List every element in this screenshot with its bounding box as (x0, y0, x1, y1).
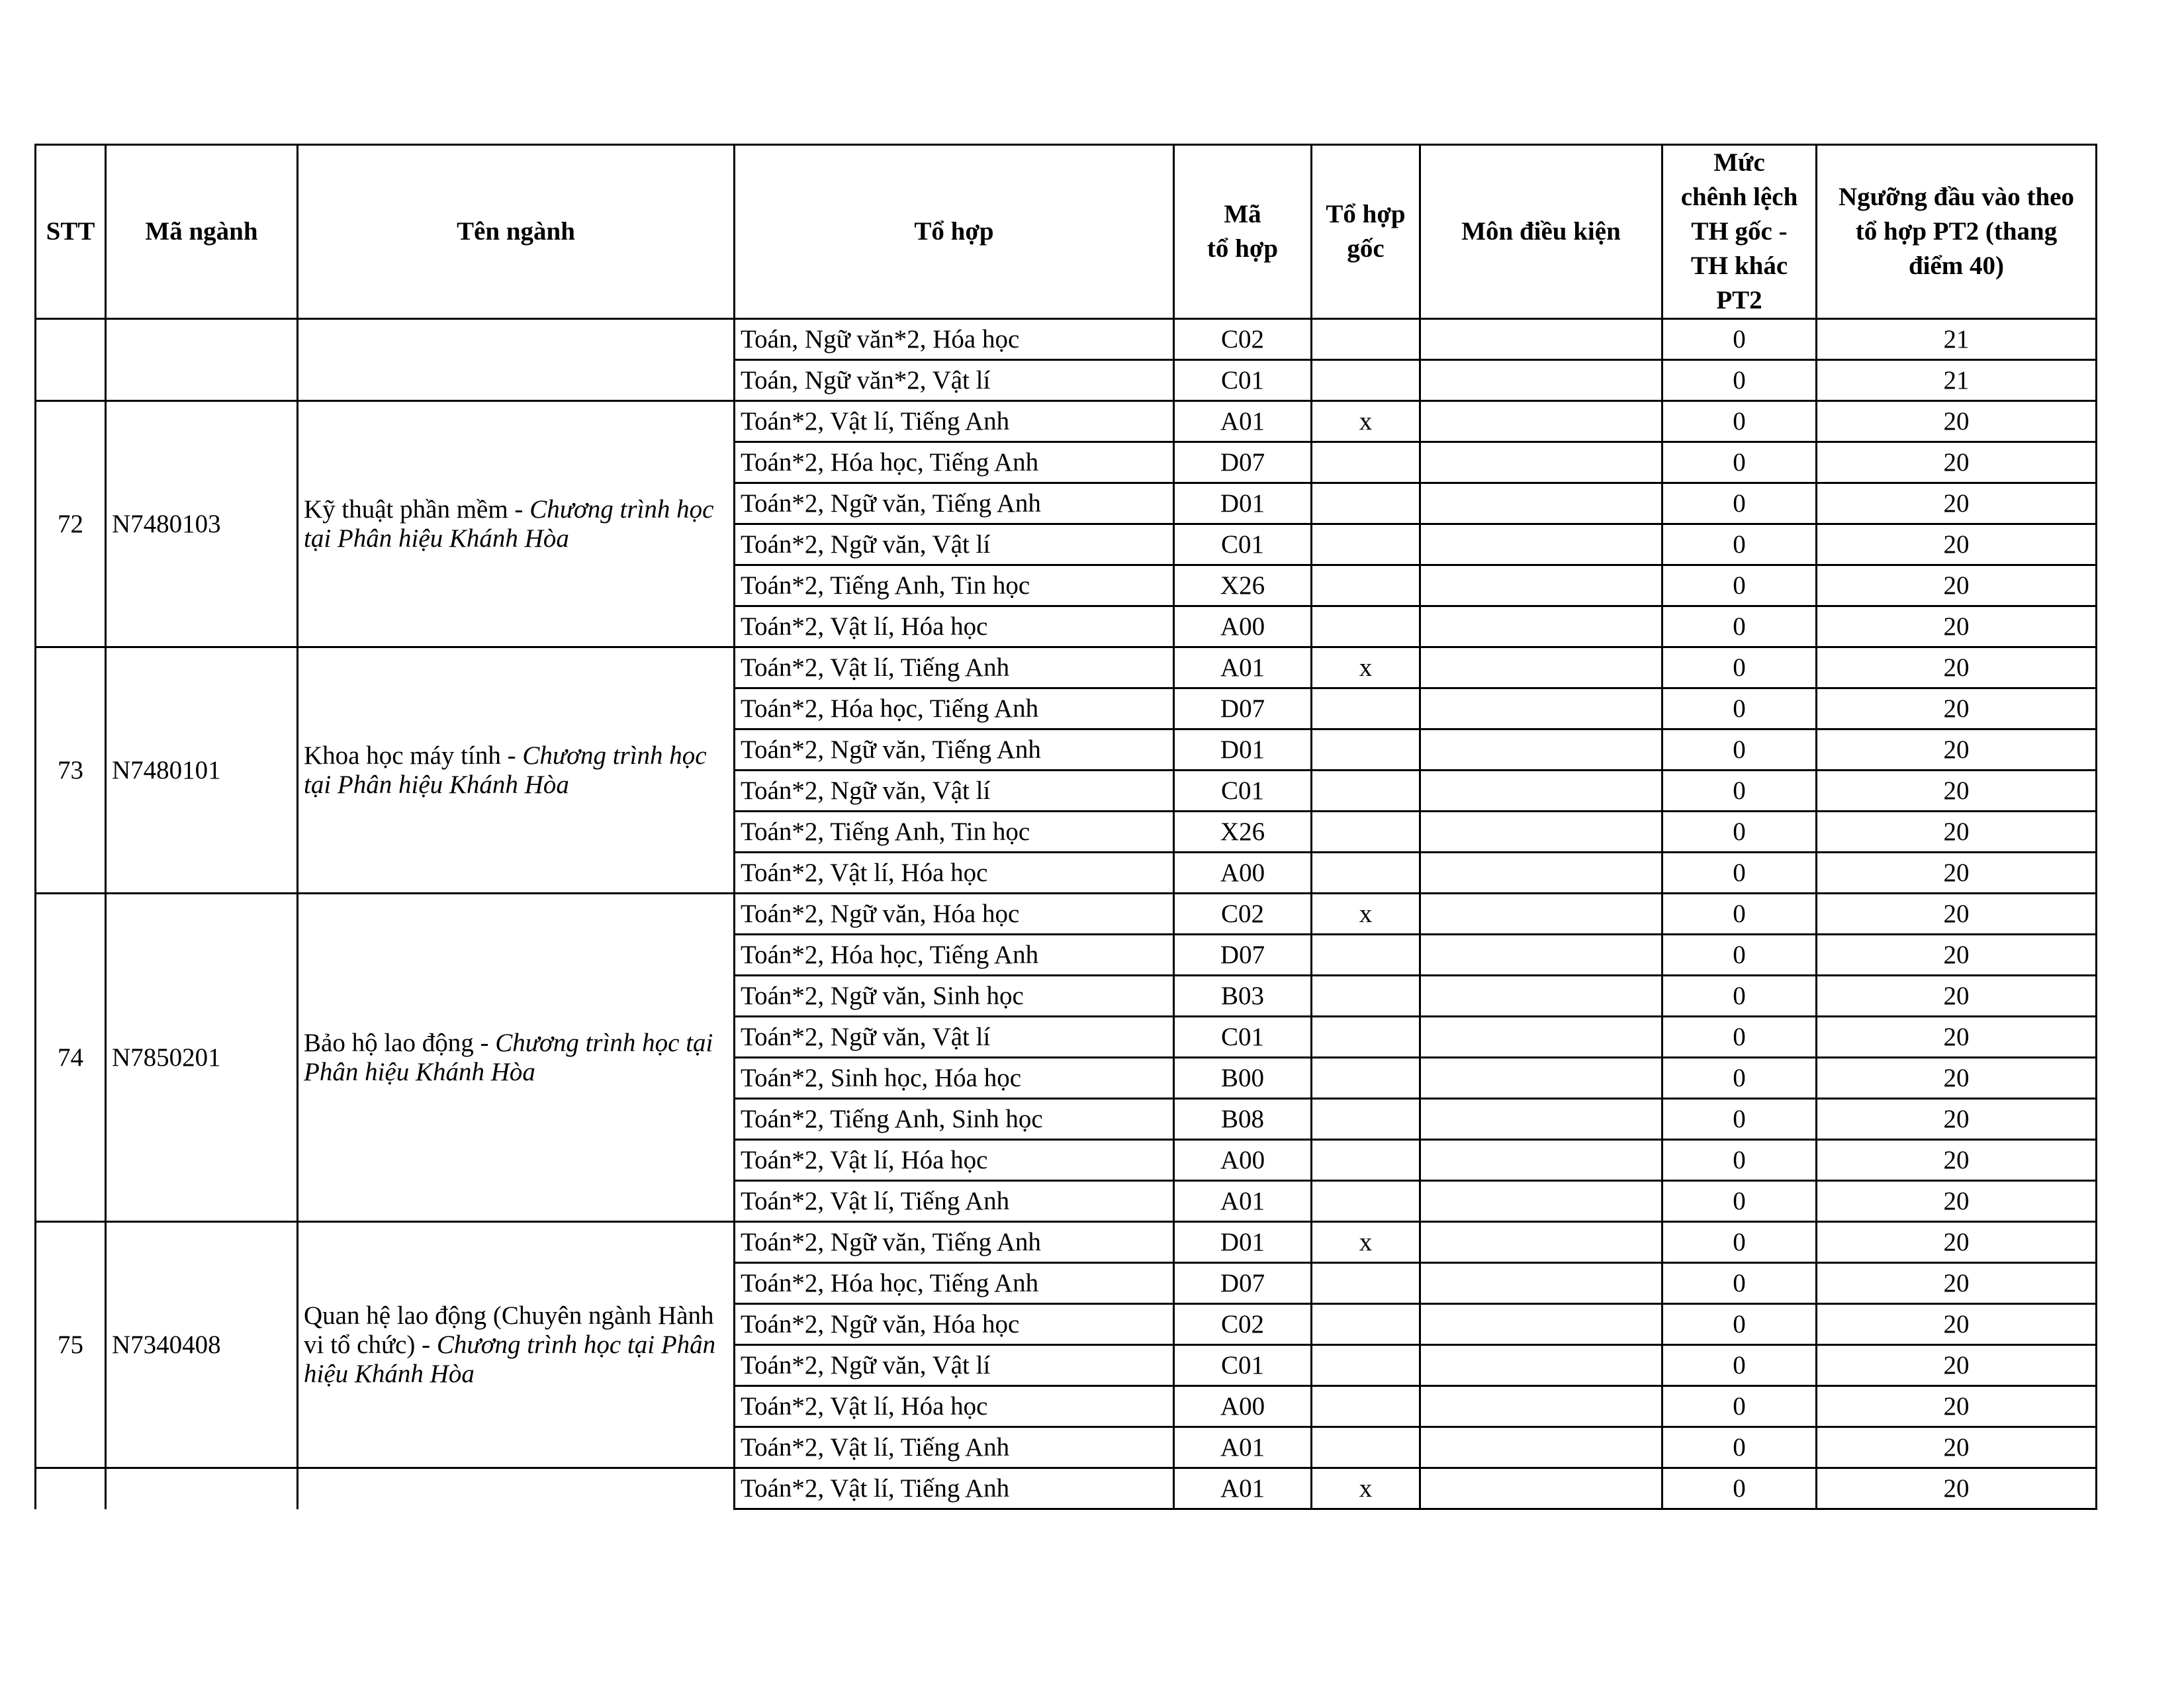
to-hop-goc-cell (1312, 524, 1420, 565)
muc-chenh-lech-cell: 0 (1662, 319, 1817, 360)
to-hop-cell: Toán*2, Tiếng Anh, Tin học (735, 565, 1174, 606)
nguong-cell: 20 (1817, 1304, 2097, 1345)
nguong-cell: 20 (1817, 1427, 2097, 1468)
nguong-cell: 20 (1817, 1222, 2097, 1263)
muc-chenh-lech-cell: 0 (1662, 771, 1817, 812)
muc-chenh-lech-cell: 0 (1662, 812, 1817, 853)
mon-dieu-kien-cell (1420, 401, 1662, 442)
muc-chenh-lech-cell: 0 (1662, 360, 1817, 401)
to-hop-goc-cell (1312, 1058, 1420, 1099)
mon-dieu-kien-cell (1420, 442, 1662, 483)
stt-cell (36, 319, 106, 401)
table-row (36, 401, 2097, 442)
mon-dieu-kien-cell (1420, 1140, 1662, 1181)
nguong-cell: 20 (1817, 771, 2097, 812)
nguong-cell: 20 (1817, 1345, 2097, 1386)
to-hop-goc-cell (1312, 1017, 1420, 1058)
to-hop-cell: Toán*2, Vật lí, Hóa học (735, 1140, 1174, 1181)
ma-to-hop-cell: A01 (1174, 1468, 1312, 1509)
nguong-cell: 20 (1817, 401, 2097, 442)
mon-dieu-kien-cell (1420, 1304, 1662, 1345)
to-hop-goc-cell: x (1312, 1468, 1420, 1509)
header-stt: STT (36, 145, 106, 319)
nguong-cell: 20 (1817, 442, 2097, 483)
to-hop-cell: Toán*2, Vật lí, Tiếng Anh (735, 1181, 1174, 1222)
stt-cell: 73 (36, 647, 106, 894)
muc-chenh-lech-cell: 0 (1662, 606, 1817, 647)
ma-to-hop-cell: C01 (1174, 360, 1312, 401)
nguong-cell: 20 (1817, 729, 2097, 771)
muc-chenh-lech-cell: 0 (1662, 401, 1817, 442)
mon-dieu-kien-cell (1420, 1181, 1662, 1222)
to-hop-cell: Toán*2, Ngữ văn, Vật lí (735, 1017, 1174, 1058)
to-hop-goc-cell (1312, 1386, 1420, 1427)
nguong-cell: 20 (1817, 483, 2097, 524)
muc-chenh-lech-cell: 0 (1662, 1017, 1817, 1058)
mon-dieu-kien-cell (1420, 1058, 1662, 1099)
ma-nganh-cell: N7480103 (106, 401, 298, 647)
stt-cell (36, 1468, 106, 1509)
ma-to-hop-cell: B03 (1174, 976, 1312, 1017)
header-ten-nganh: Tên ngành (298, 145, 735, 319)
major-program-note: Chương trình học tại Phân hiệu Khánh Hòa (304, 494, 714, 553)
to-hop-cell: Toán*2, Vật lí, Tiếng Anh (735, 1468, 1174, 1509)
muc-chenh-lech-cell: 0 (1662, 524, 1817, 565)
to-hop-goc-cell (1312, 1427, 1420, 1468)
ten-nganh-cell (298, 894, 735, 1222)
ma-to-hop-cell: A00 (1174, 1140, 1312, 1181)
mon-dieu-kien-cell (1420, 1099, 1662, 1140)
muc-chenh-lech-cell: 0 (1662, 483, 1817, 524)
to-hop-goc-cell (1312, 360, 1420, 401)
muc-chenh-lech-cell: 0 (1662, 1427, 1817, 1468)
table-row (36, 1468, 2097, 1509)
muc-chenh-lech-cell: 0 (1662, 1386, 1817, 1427)
ma-to-hop-cell: C01 (1174, 524, 1312, 565)
ma-to-hop-cell: A00 (1174, 853, 1312, 894)
muc-chenh-lech-cell: 0 (1662, 1181, 1817, 1222)
to-hop-goc-cell (1312, 565, 1420, 606)
muc-chenh-lech-cell: 0 (1662, 853, 1817, 894)
ma-to-hop-cell: A00 (1174, 1386, 1312, 1427)
ma-to-hop-cell: C01 (1174, 771, 1312, 812)
mon-dieu-kien-cell (1420, 1222, 1662, 1263)
to-hop-cell: Toán*2, Hóa học, Tiếng Anh (735, 442, 1174, 483)
table-row (36, 894, 2097, 935)
nguong-cell: 20 (1817, 1058, 2097, 1099)
nguong-cell: 21 (1817, 319, 2097, 360)
ma-to-hop-cell: B00 (1174, 1058, 1312, 1099)
mon-dieu-kien-cell (1420, 483, 1662, 524)
to-hop-goc-cell (1312, 688, 1420, 729)
to-hop-cell: Toán*2, Tiếng Anh, Tin học (735, 812, 1174, 853)
table-row (36, 1222, 2097, 1263)
nguong-cell: 20 (1817, 935, 2097, 976)
to-hop-goc-cell (1312, 729, 1420, 771)
ma-to-hop-cell: D01 (1174, 483, 1312, 524)
to-hop-goc-cell (1312, 935, 1420, 976)
ma-to-hop-cell: D07 (1174, 935, 1312, 976)
stt-cell: 75 (36, 1222, 106, 1468)
to-hop-cell: Toán*2, Vật lí, Tiếng Anh (735, 1427, 1174, 1468)
mon-dieu-kien-cell (1420, 319, 1662, 360)
stt-cell: 72 (36, 401, 106, 647)
muc-chenh-lech-cell: 0 (1662, 935, 1817, 976)
to-hop-cell: Toán*2, Vật lí, Hóa học (735, 853, 1174, 894)
to-hop-goc-cell: x (1312, 1222, 1420, 1263)
ma-to-hop-cell: A01 (1174, 1181, 1312, 1222)
muc-chenh-lech-cell: 0 (1662, 1058, 1817, 1099)
major-name: Kỹ thuật phần mềm - (304, 494, 530, 524)
table-body (36, 319, 2097, 1509)
nguong-cell: 20 (1817, 688, 2097, 729)
mon-dieu-kien-cell (1420, 1263, 1662, 1304)
mon-dieu-kien-cell (1420, 647, 1662, 688)
nguong-cell: 20 (1817, 1181, 2097, 1222)
ma-to-hop-cell: A01 (1174, 1427, 1312, 1468)
nguong-cell: 20 (1817, 1099, 2097, 1140)
ma-to-hop-cell: B08 (1174, 1099, 1312, 1140)
mon-dieu-kien-cell (1420, 1468, 1662, 1509)
header-to-hop-goc: Tổ hợp gốc (1312, 145, 1420, 319)
to-hop-cell: Toán*2, Sinh học, Hóa học (735, 1058, 1174, 1099)
to-hop-cell: Toán*2, Ngữ văn, Tiếng Anh (735, 483, 1174, 524)
nguong-cell: 20 (1817, 1263, 2097, 1304)
muc-chenh-lech-cell: 0 (1662, 688, 1817, 729)
ma-to-hop-cell: C02 (1174, 894, 1312, 935)
ten-nganh-cell (298, 647, 735, 894)
muc-chenh-lech-cell: 0 (1662, 1222, 1817, 1263)
muc-chenh-lech-cell: 0 (1662, 442, 1817, 483)
ma-to-hop-cell: X26 (1174, 812, 1312, 853)
to-hop-cell: Toán*2, Ngữ văn, Sinh học (735, 976, 1174, 1017)
mon-dieu-kien-cell (1420, 935, 1662, 976)
ma-nganh-cell (106, 1468, 298, 1509)
mon-dieu-kien-cell (1420, 565, 1662, 606)
mon-dieu-kien-cell (1420, 894, 1662, 935)
nguong-cell: 20 (1817, 1468, 2097, 1509)
to-hop-goc-cell (1312, 483, 1420, 524)
mon-dieu-kien-cell (1420, 976, 1662, 1017)
ten-nganh-cell (298, 1468, 735, 1509)
muc-chenh-lech-cell: 0 (1662, 1140, 1817, 1181)
ten-nganh-cell (298, 401, 735, 647)
mon-dieu-kien-cell (1420, 524, 1662, 565)
muc-chenh-lech-cell: 0 (1662, 894, 1817, 935)
mon-dieu-kien-cell (1420, 853, 1662, 894)
to-hop-goc-cell (1312, 812, 1420, 853)
nguong-cell: 20 (1817, 894, 2097, 935)
muc-chenh-lech-cell: 0 (1662, 647, 1817, 688)
ma-to-hop-cell: C01 (1174, 1017, 1312, 1058)
to-hop-cell: Toán*2, Hóa học, Tiếng Anh (735, 1263, 1174, 1304)
to-hop-goc-cell (1312, 1181, 1420, 1222)
muc-chenh-lech-cell: 0 (1662, 729, 1817, 771)
mon-dieu-kien-cell (1420, 1017, 1662, 1058)
muc-chenh-lech-cell: 0 (1662, 1345, 1817, 1386)
muc-chenh-lech-cell: 0 (1662, 1304, 1817, 1345)
header-muc-chenh-lech: Mức chênh lệch TH gốc - TH khác PT2 (1662, 145, 1817, 319)
to-hop-goc-cell (1312, 771, 1420, 812)
to-hop-cell: Toán*2, Vật lí, Tiếng Anh (735, 401, 1174, 442)
to-hop-goc-cell (1312, 319, 1420, 360)
to-hop-goc-cell (1312, 1263, 1420, 1304)
header-ma-nganh: Mã ngành (106, 145, 298, 319)
ma-to-hop-cell: D01 (1174, 1222, 1312, 1263)
to-hop-cell: Toán, Ngữ văn*2, Hóa học (735, 319, 1174, 360)
ma-to-hop-cell: A01 (1174, 401, 1312, 442)
nguong-cell: 20 (1817, 1386, 2097, 1427)
nguong-cell: 20 (1817, 1017, 2097, 1058)
ma-to-hop-cell: A00 (1174, 606, 1312, 647)
ma-nganh-cell: N7340408 (106, 1222, 298, 1468)
to-hop-cell: Toán*2, Hóa học, Tiếng Anh (735, 935, 1174, 976)
ma-to-hop-cell: C02 (1174, 1304, 1312, 1345)
nguong-cell: 20 (1817, 606, 2097, 647)
muc-chenh-lech-cell: 0 (1662, 565, 1817, 606)
mon-dieu-kien-cell (1420, 1427, 1662, 1468)
ma-to-hop-cell: D07 (1174, 442, 1312, 483)
nguong-cell: 20 (1817, 1140, 2097, 1181)
major-name: Quan hệ lao động (Chuyên ngành Hành vi tổ chức) - (304, 1301, 714, 1359)
muc-chenh-lech-cell: 0 (1662, 1263, 1817, 1304)
to-hop-cell: Toán*2, Vật lí, Tiếng Anh (735, 647, 1174, 688)
nguong-cell: 20 (1817, 565, 2097, 606)
to-hop-cell: Toán*2, Ngữ văn, Vật lí (735, 1345, 1174, 1386)
to-hop-cell: Toán*2, Ngữ văn, Hóa học (735, 894, 1174, 935)
to-hop-goc-cell (1312, 1345, 1420, 1386)
table-row (36, 647, 2097, 688)
header-row (36, 145, 2097, 319)
header-nguong: Ngưỡng đầu vào theo tổ hợp PT2 (thang điểm 40) (1817, 145, 2097, 319)
mon-dieu-kien-cell (1420, 606, 1662, 647)
stt-cell: 74 (36, 894, 106, 1222)
to-hop-goc-cell (1312, 853, 1420, 894)
to-hop-cell: Toán*2, Ngữ văn, Vật lí (735, 524, 1174, 565)
to-hop-cell: Toán*2, Ngữ văn, Vật lí (735, 771, 1174, 812)
ma-nganh-cell (106, 319, 298, 401)
to-hop-goc-cell: x (1312, 647, 1420, 688)
ma-to-hop-cell: C01 (1174, 1345, 1312, 1386)
mon-dieu-kien-cell (1420, 688, 1662, 729)
table-row (36, 319, 2097, 360)
to-hop-cell: Toán*2, Hóa học, Tiếng Anh (735, 688, 1174, 729)
nguong-cell: 20 (1817, 853, 2097, 894)
major-program-note: Chương trình học tại Phân hiệu Khánh Hòa (304, 1028, 713, 1086)
to-hop-cell: Toán*2, Vật lí, Hóa học (735, 606, 1174, 647)
muc-chenh-lech-cell: 0 (1662, 976, 1817, 1017)
to-hop-goc-cell (1312, 976, 1420, 1017)
to-hop-cell: Toán, Ngữ văn*2, Vật lí (735, 360, 1174, 401)
ma-to-hop-cell: D01 (1174, 729, 1312, 771)
header-mon-dieu-kien: Môn điều kiện (1420, 145, 1662, 319)
muc-chenh-lech-cell: 0 (1662, 1099, 1817, 1140)
to-hop-goc-cell (1312, 442, 1420, 483)
ten-nganh-cell (298, 1222, 735, 1468)
to-hop-cell: Toán*2, Vật lí, Hóa học (735, 1386, 1174, 1427)
nguong-cell: 21 (1817, 360, 2097, 401)
mon-dieu-kien-cell (1420, 729, 1662, 771)
major-program-note: Chương trình học tại Phân hiệu Khánh Hòa (304, 741, 707, 799)
ma-to-hop-cell: C02 (1174, 319, 1312, 360)
to-hop-goc-cell: x (1312, 401, 1420, 442)
ma-to-hop-cell: A01 (1174, 647, 1312, 688)
to-hop-goc-cell (1312, 1140, 1420, 1181)
admission-table (34, 144, 2097, 1510)
nguong-cell: 20 (1817, 647, 2097, 688)
to-hop-goc-cell (1312, 1099, 1420, 1140)
to-hop-goc-cell (1312, 1304, 1420, 1345)
mon-dieu-kien-cell (1420, 771, 1662, 812)
to-hop-goc-cell (1312, 606, 1420, 647)
mon-dieu-kien-cell (1420, 360, 1662, 401)
to-hop-cell: Toán*2, Ngữ văn, Tiếng Anh (735, 1222, 1174, 1263)
header-to-hop: Tổ hợp (735, 145, 1174, 319)
ma-nganh-cell: N7480101 (106, 647, 298, 894)
to-hop-cell: Toán*2, Tiếng Anh, Sinh học (735, 1099, 1174, 1140)
mon-dieu-kien-cell (1420, 812, 1662, 853)
muc-chenh-lech-cell: 0 (1662, 1468, 1817, 1509)
to-hop-cell: Toán*2, Ngữ văn, Hóa học (735, 1304, 1174, 1345)
header-ma-to-hop: Mã tổ hợp (1174, 145, 1312, 319)
mon-dieu-kien-cell (1420, 1345, 1662, 1386)
nguong-cell: 20 (1817, 976, 2097, 1017)
mon-dieu-kien-cell (1420, 1386, 1662, 1427)
major-name: Khoa học máy tính - (304, 741, 523, 770)
to-hop-cell: Toán*2, Ngữ văn, Tiếng Anh (735, 729, 1174, 771)
ma-to-hop-cell: X26 (1174, 565, 1312, 606)
nguong-cell: 20 (1817, 812, 2097, 853)
ma-to-hop-cell: D07 (1174, 688, 1312, 729)
ma-to-hop-cell: D07 (1174, 1263, 1312, 1304)
nguong-cell: 20 (1817, 524, 2097, 565)
ten-nganh-cell (298, 319, 735, 401)
to-hop-goc-cell: x (1312, 894, 1420, 935)
major-program-note: Chương trình học tại Phân hiệu Khánh Hòa (304, 1330, 716, 1388)
ma-nganh-cell: N7850201 (106, 894, 298, 1222)
major-name: Bảo hộ lao động - (304, 1028, 496, 1057)
